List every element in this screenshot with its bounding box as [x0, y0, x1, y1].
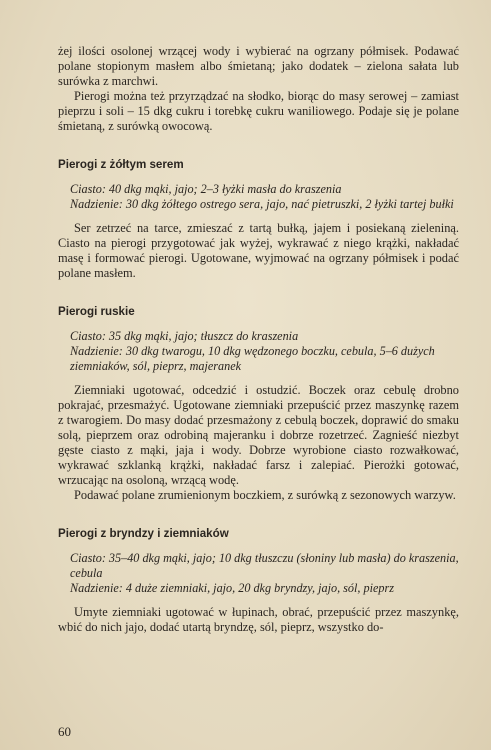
ingredients-ciasto-3: Ciasto: 35–40 dkg mąki, jajo; 10 dkg tłuszczu (słoniny lub masła) do kraszenia, cebula — [70, 551, 459, 580]
recipe-title-bryndza: Pierogi z bryndzy i ziemniaków — [58, 527, 229, 540]
recipe-text-2b: Podawać polane zrumienionym boczkiem, z surówką z sezonowych warzyw. — [74, 488, 456, 502]
ingredients-nadzienie-3: Nadzienie: 4 duże ziemniaki, jajo, 20 dkg bryndzy, jajo, sól, pieprz — [70, 581, 394, 595]
ingredients-ciasto-2: Ciasto: 35 dkg mąki, jajo; tłuszcz do kraszenia — [70, 329, 299, 343]
recipe-text-1: Ser zetrzeć na tarce, zmieszać z tartą bułką, jajem i posiekaną zieleniną. Ciasto na pierogi przygotować jak wyżej, wykrawać z niego krążki, nakładać masę i formować pierogi. Ugotowane, wyjmować na ogrzany półmisek i podać polane masłem. — [58, 221, 459, 280]
recipe-title-zolty-ser: Pierogi z żółtym serem — [58, 158, 184, 171]
recipe-title-ruskie: Pierogi ruskie — [58, 305, 135, 318]
recipe-text-2: Ziemniaki ugotować, odcedzić i ostudzić. Boczek oraz cebulę drobno pokrajać, przesmażyć. Ugotowane ziemniaki przepuścić przez maszynkę razem z twarogiem. Do masy dodać przesmażony z cebulą boczek, doprawić do smaku solą, pieprzem oraz odrobiną majeranku i dobrze rozetrzeć. Zagnieść niezbyt gęste ciasto z mąki, jaja i wody. Dobrze wyrobione ciasto rozwałkować, wykrawać szklanką krążki, nakładać farsz i zalepiać. Pierożki gotować, wrzucając na osoloną, wrzącą wodę. — [58, 383, 459, 487]
ingredients-ciasto-1: Ciasto: 40 dkg mąki, jajo; 2–3 łyżki masła do kraszenia — [70, 182, 342, 196]
recipe-text-3: Umyte ziemniaki ugotować w łupinach, obrać, przepuścić przez maszynkę, wbić do nich jajo, dodać utartą bryndzę, sól, pieprz, wszystko do- — [58, 605, 459, 634]
intro-paragraph-1: żej ilości osolonej wrzącej wody i wybierać na ogrzany półmisek. Podawać polane stopionym masłem albo śmietaną; jako dodatek – zielona sałata lub surówka z marchwi. — [58, 44, 459, 88]
ingredients-nadzienie-2: Nadzienie: 30 dkg twarogu, 10 dkg wędzonego boczku, cebula, 5–6 dużych ziemniaków, sól, pieprz, majeranek — [70, 344, 435, 373]
ingredients-nadzienie-1: Nadzienie: 30 dkg żółtego ostrego sera, jajo, nać pietruszki, 2 łyżki tartej bułki — [70, 197, 454, 211]
intro-paragraph-2: Pierogi można też przyrządzać na słodko, biorąc do masy serowej – zamiast pieprzu i soli – 15 dkg cukru i torebkę cukru waniliowego. Podaje się je polane śmietaną, z surówką owocową. — [58, 89, 459, 133]
page-number: 60 — [58, 724, 71, 739]
